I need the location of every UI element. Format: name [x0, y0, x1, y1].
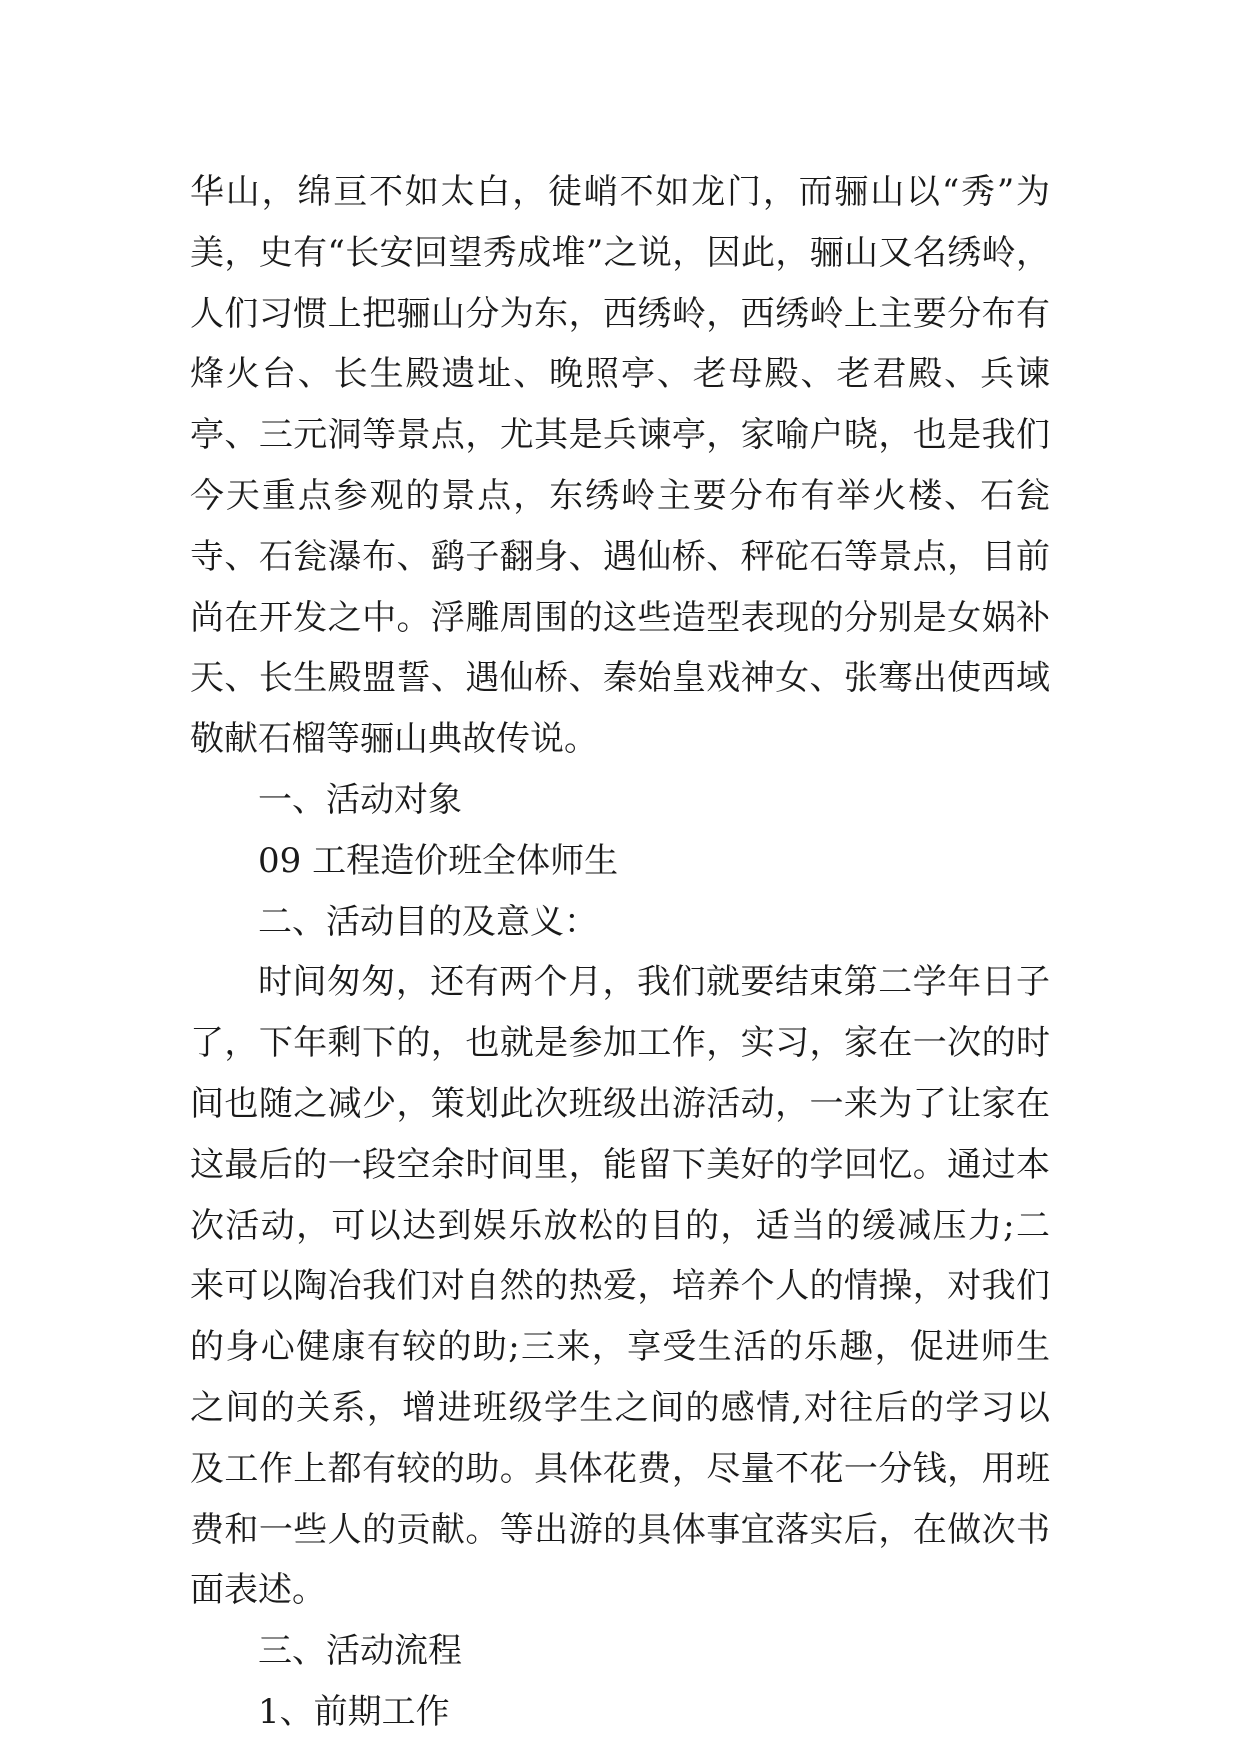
heading-preparation-work: 1、前期工作 — [258, 1691, 450, 1732]
document-body — [190, 162, 1050, 1743]
heading-activity-purpose: 二、活动目的及意义： — [258, 901, 598, 942]
heading-activity-process: 三、活动流程 — [258, 1631, 462, 1672]
paragraph-lishan-description: 华山，绵亘不如太白，徒峭不如龙门，而骊山以“秀”为美，史有“长安回望秀成堆”之说，因此，骊山又名绣岭，人们习惯上把骊山分为东，西绣岭，西绣岭上主要分布有烽火台、长生殿遗址、晚照亭、老母殿、老君殿、兵谏亭、三元洞等景点，尤其是兵谏亭，家喻户晓，也是我们今天重点参观的景点，东绣岭主要分布有举火楼、石瓮寺、石瓮瀑布、鹞子翻身、遇仙桥、秤砣石等景点，目前尚在开发之中。浮雕周围的这些造型表现的分别是女娲补天、长生殿盟誓、遇仙桥、秦始皇戏神女、张骞出使西域敬献石榴等骊山典故传说。 — [190, 172, 1050, 760]
paragraph-participants: 09 工程造价班全体师生 — [258, 840, 619, 881]
heading-activity-target: 一、活动对象 — [258, 779, 462, 820]
paragraph-purpose-details: 时间匆匆，还有两个月，我们就要结束第二学年日子了，下年剩下的，也就是参加工作，实习，家在一次的时间也随之减少，策划此次班级出游活动，一来为了让家在这最后的一段空余时间里，能留下美好的学回忆。通过本次活动，可以达到娱乐放松的目的，适当的缓减压力;二来可以陶冶我们对自然的热爱，培养个人的情操，对我们的身心健康有较的助;三来，享受生活的乐趣，促进师生之间的关系，增进班级学生之间的感情,对往后的学习以及工作上都有较的助。具体花费，尽量不花一分钱，用班费和一些人的贡献。等出游的具体事宜落实后，在做次书面表述。 — [190, 962, 1050, 1611]
